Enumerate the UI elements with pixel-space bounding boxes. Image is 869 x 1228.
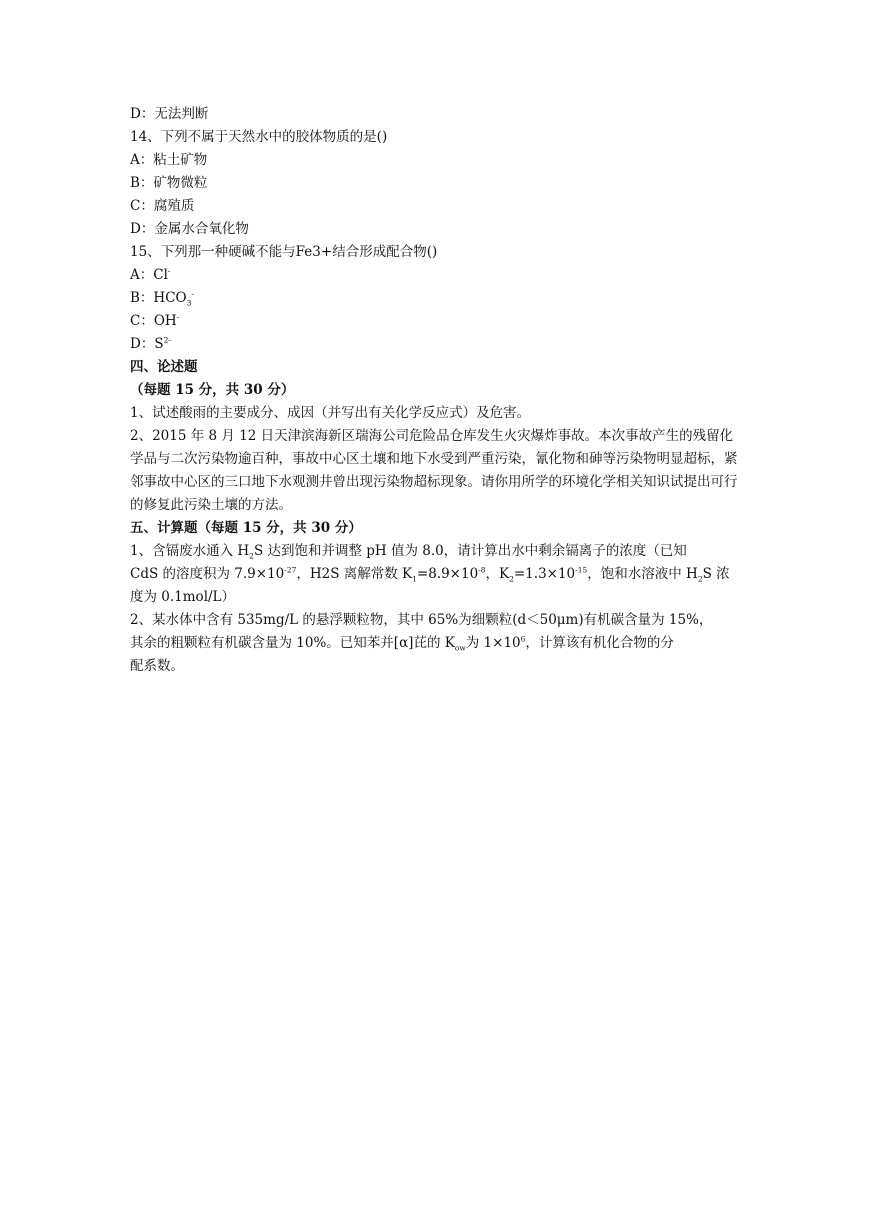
superscript: -27	[284, 565, 297, 575]
q15-option-d	[130, 333, 740, 356]
subscript: 1	[412, 574, 417, 584]
option-formula: S	[154, 336, 164, 352]
section-5-q2-line1: 2、某水体中含有 535mg/L 的悬浮颗粒物，其中 65%为细颗粒(d＜50μm)有机碳含量为 15%，	[130, 612, 713, 628]
subscript: 2	[509, 574, 514, 584]
subscript: 3	[186, 298, 192, 308]
superscript: -	[167, 266, 171, 276]
section-4-q2: 2、2015 年 8 月 12 日天津滨海新区瑞海公司危险品仓库发生火灾爆炸事故。本次事故产生的残留化学品与二次污染物逾百种，事故中心区土壤和地下水受到严重污染，氰化物和砷等污染物明显超标，紧邻事故中心区的三口地下水观测井曾出现污染物超标现象。请你用所学的环境化学相关知识试提出可行的修复此污染土壤的方法。	[130, 428, 738, 513]
text-run: 其余的粗颗粒有机碳含量为 10%。已知苯并[α]芘的 K	[130, 635, 455, 651]
text-run: ，饱和水溶液中 H	[587, 566, 698, 582]
q15-option-a	[130, 264, 740, 287]
subscript: 2	[697, 574, 703, 584]
superscript: -	[191, 289, 194, 299]
section-5-q1-line3: 度为 0.1mol/L）	[130, 589, 236, 605]
text-run: ，K	[485, 566, 510, 582]
superscript: 2-	[163, 335, 171, 345]
q14-option-b: B：矿物微粒	[130, 175, 208, 191]
option-formula: Cl	[153, 267, 168, 283]
option-prefix: C：	[130, 313, 154, 329]
section-5-title: 五、计算题（每题 15 分，共 30 分）	[130, 520, 362, 536]
q14-option-a: A：粘土矿物	[130, 152, 208, 168]
text-run: S 浓	[702, 566, 730, 582]
section-5-q1-line1	[130, 540, 740, 563]
text-run: =1.3×10	[513, 566, 576, 582]
option-formula: HCO	[153, 290, 187, 306]
subscript: 2	[249, 551, 254, 561]
option-prefix: B：	[130, 290, 154, 306]
text-run: CdS 的溶度积为 7.9×10	[130, 566, 285, 582]
section-4-note: （每题 15 分，共 30 分）	[130, 382, 295, 398]
text-run: 为 1×10	[465, 635, 521, 651]
q15-option-b	[130, 287, 740, 310]
q14-option-d: D：金属水合氧化物	[130, 221, 249, 237]
option-prefix: D：	[130, 336, 155, 352]
section-5-q2-line3: 配系数。	[130, 658, 184, 674]
section-5-q2-line2	[130, 632, 740, 655]
section-4-q1: 1、试述酸雨的主要成分、成因（并写出有关化学反应式）及危害。	[130, 405, 531, 421]
section-4-title: 四、论述题	[130, 359, 198, 375]
superscript: 6	[520, 634, 526, 644]
text-run: 1、含镉废水通入 H	[130, 543, 250, 559]
q15-option-c	[130, 310, 740, 333]
section-5-q1-line2	[130, 563, 740, 586]
option-prefix: A：	[130, 267, 154, 283]
text-run: ，H2S 离解常数 K	[296, 566, 413, 582]
superscript: -	[176, 312, 180, 322]
document-page	[130, 103, 740, 678]
superscript: -8	[478, 565, 486, 575]
text-run: ，计算该有机化合物的分	[525, 635, 674, 651]
q14-stem: 14、下列不属于天然水中的胶体物质的是()	[130, 129, 388, 145]
superscript: -15	[575, 565, 588, 575]
q13-option-d: D：无法判断	[130, 106, 209, 122]
q14-option-c: C：腐殖质	[130, 198, 195, 214]
text-run: S 达到饱和并调整 pH 值为 8.0，请计算出水中剩余镉离子的浓度（已知	[253, 543, 687, 559]
q15-stem: 15、下列那一种硬碱不能与Fe3+结合形成配合物()	[130, 244, 438, 260]
subscript: ow	[454, 643, 466, 653]
option-formula: OH	[153, 313, 177, 329]
text-run: =8.9×10	[416, 566, 479, 582]
